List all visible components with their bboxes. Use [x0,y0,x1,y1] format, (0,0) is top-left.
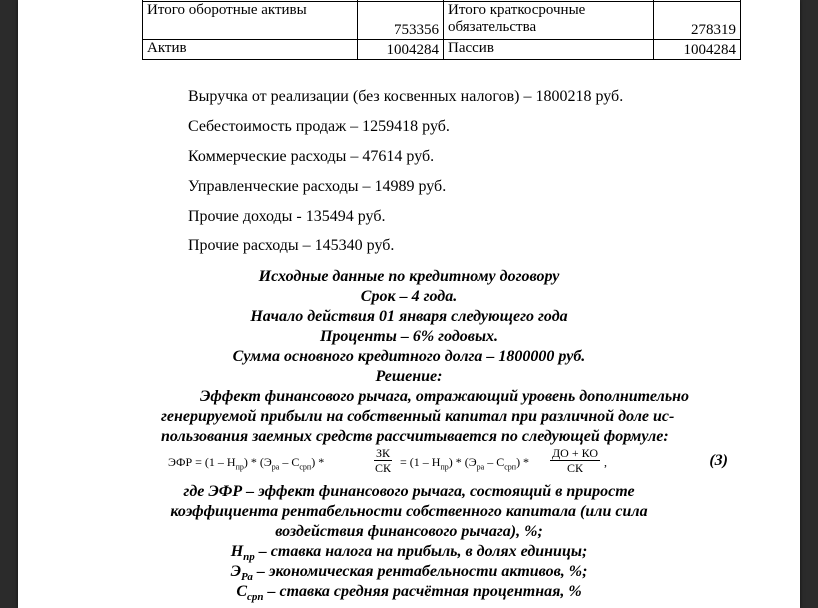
definition-item: $С_{срп}$ – ставка средняя расчётная процентная, % [236,583,582,604]
credit-principal: Сумма основного кредитного долга – 1800000 руб. [232,348,586,365]
revenue-line: Выручка от реализации (без косвенных налогов) – 1800218 руб. [188,88,624,105]
table-row [143,40,741,60]
table-cell: 278319 [654,2,741,40]
admin-expenses-line: Управленческие расходы – 14989 руб. [188,178,447,195]
selling-expenses-line: Коммерческие расходы – 47614 руб. [188,148,435,165]
balance-sheet-table [142,0,741,60]
definition-item: $Н_{пр}$ – ставка налога на прибыль, в долях единицы; [230,543,588,564]
credit-term: Срок – 4 года. [360,288,458,305]
credit-start: Начало действия 01 января следующего года [250,308,568,325]
table-cell: 753356 [358,2,444,40]
other-expenses-line: Прочие расходы – 145340 руб. [188,237,395,254]
solution-paragraph-line: Эффект финансового рычага, отражающий уровень дополнительно [200,388,690,405]
formula-segment: = $(1 - Н_{пр}) * (Э_{ра} - С_{срп})$ * [400,455,530,472]
efr-formula [168,446,728,486]
table-cell: Актив [143,40,358,60]
table-cell: Итого краткосрочные обязательства [444,2,654,40]
table-row [143,2,741,40]
definition-line: где ЭФР – эффект финансового рычага, состоящий в приросте [183,483,635,500]
table-cell: Итого оборотные активы [143,2,358,40]
formula-fraction: ДО + КО СК [552,446,598,475]
definition-line: коэффициента рентабельности собственного капитала (или сила [170,503,648,520]
formula-segment: , [604,455,607,469]
credit-heading: Исходные данные по кредитному договору [258,268,560,285]
solution-paragraph-line: генерируемой прибыли на собственный капитал при различной доле ис- [161,408,675,425]
cost-of-sales-line: Себестоимость продаж – 1259418 руб. [188,118,450,135]
table-cell: Пассив [444,40,654,60]
formula-fraction: ЗК СК [375,446,392,475]
solution-paragraph-line: пользования заемных средств рассчитывается по следующей формуле: [161,428,669,445]
table-cell: 1004284 [654,40,741,60]
document-page [18,0,800,608]
formula-segment: ЭФР = $(1 - Н_{пр}) * (Э_{ра} - С_{срп})$ * [168,455,325,472]
solution-heading: Решение: [375,368,443,385]
table-cell: 1004284 [358,40,444,60]
definition-line: воздействия финансового рычага), %; [275,523,543,540]
credit-rate: Проценты – 6% годовых. [319,328,499,345]
definition-item: $Э_{Ра}$ – экономическая рентабельности активов, %; [230,563,588,584]
equation-number: (3) [709,452,728,469]
other-income-line: Прочие доходы - 135494 руб. [188,208,386,225]
